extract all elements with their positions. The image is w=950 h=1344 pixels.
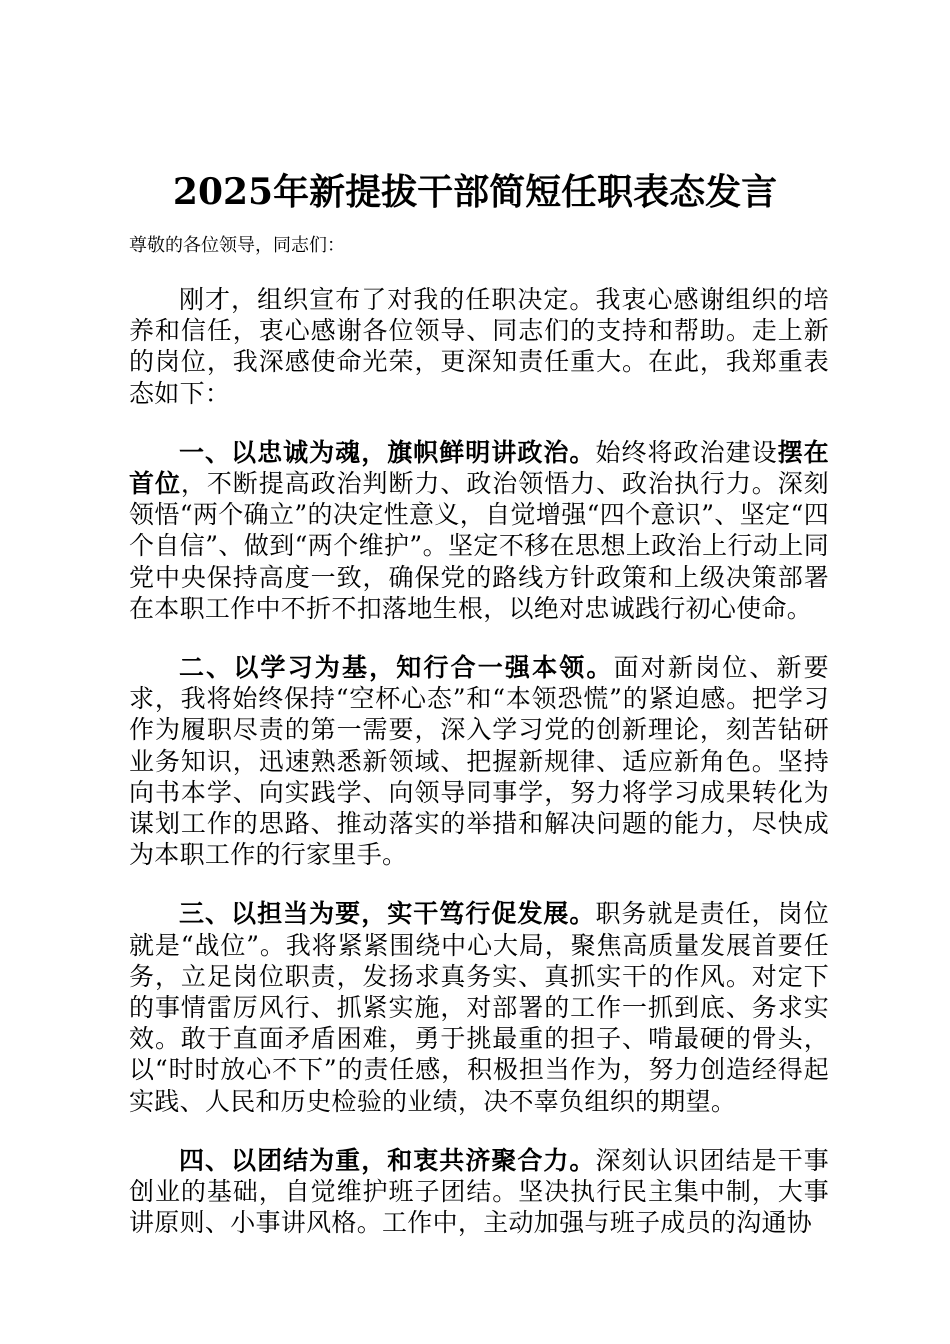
section-heading: 二、以学习为基，知行合一强本领。 bbox=[179, 653, 614, 683]
section-heading: 四、以团结为重，和衷共济聚合力。 bbox=[179, 1145, 596, 1175]
emphasis-text: 摆在首位 bbox=[129, 437, 829, 499]
paragraph-text: 始终将政治建设 bbox=[595, 437, 778, 467]
salutation: 尊敬的各位领导，同志们： bbox=[129, 235, 345, 256]
paragraph-text: 职务就是责任，岗位就是“战位”。我将紧紧围绕中心大局，聚焦高质量发展首要任务，立足岗位职责，发扬求真务实、真抓实干的作风。对定下的事情雷厉风行、抓紧实施，对部署的工作一抓到底、务求实效。敢于直面矛盾困难，勇于挑最重的担子、啃最硬的骨头，以“时时放心不下”的责任感，积极担当作为，努力创造经得起实践、人民和历史检验的业绩，决不辜负组织的期望。 bbox=[129, 899, 829, 1116]
section-heading: 三、以担当为要，实干笃行促发展。 bbox=[179, 899, 596, 929]
document-title: 2025年新提拔干部简短任职表态发言 bbox=[172, 171, 778, 213]
paragraph-section-3 bbox=[129, 898, 829, 1116]
document-body bbox=[129, 284, 829, 1266]
paragraph-section-1 bbox=[129, 437, 829, 624]
paragraph-section-4 bbox=[129, 1145, 829, 1239]
paragraph-text: 刚才，组织宣布了对我的任职决定。我衷心感谢组织的培养和信任，衷心感谢各位领导、同志们的支持和帮助。走上新的岗位，我深感使命光荣，更深知责任重大。在此，我郑重表态如下： bbox=[129, 285, 829, 408]
paragraph-text: 面对新岗位、新要求，我将始终保持“空杯心态”和“本领恐慌”的紧迫感。把学习作为履职尽责的第一需要，深入学习党的创新理论，刻苦钻研业务知识，迅速熟悉新领域、把握新规律、适应新角色。坚持向书本学、向实践学、向领导同事学，努力将学习成果转化为谋划工作的思路、推动落实的举措和解决问题的能力，尽快成为本职工作的行家里手。 bbox=[129, 653, 829, 870]
paragraph-text: 深刻认识团结是干事创业的基础，自觉维护班子团结。坚决执行民主集中制，大事讲原则、小事讲风格。工作中，主动加强与班子成员的沟通协 bbox=[129, 1145, 829, 1238]
paragraph-section-2 bbox=[129, 652, 829, 870]
paragraph-text: ，不断提高政治判断力、政治领悟力、政治执行力。深刻领悟“两个确立”的决定性意义，自觉增强“四个意识”、坚定“四个自信”、做到“两个维护”。坚定不移在思想上政治上行动上同党中央保持高度一致，确保党的路线方针政策和上级决策部署在本职工作中不折不扣落地生根，以绝对忠诚践行初心使命。 bbox=[129, 469, 829, 623]
section-heading: 一、以忠诚为魂，旗帜鲜明讲政治。 bbox=[179, 437, 596, 467]
paragraph-intro bbox=[129, 284, 829, 409]
